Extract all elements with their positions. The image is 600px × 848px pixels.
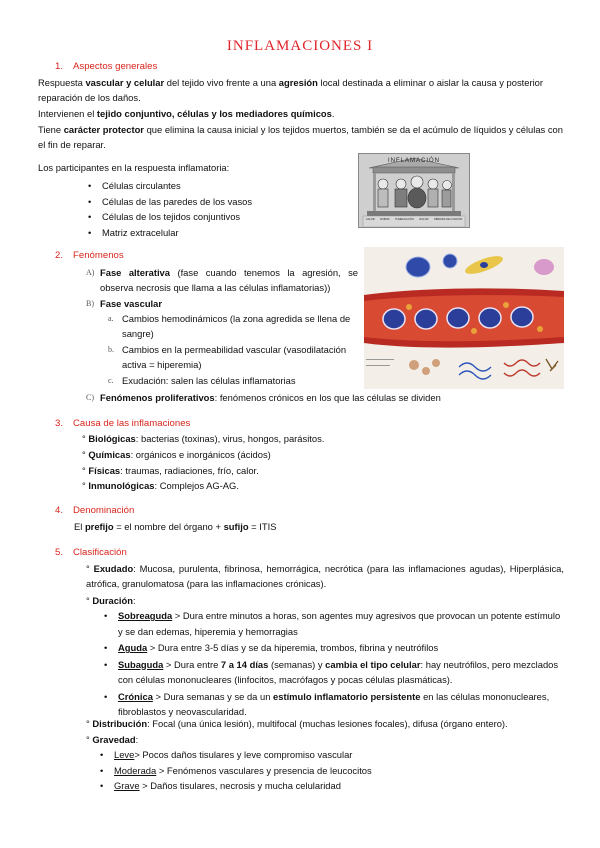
section-number: 5. (55, 547, 64, 558)
section-heading-5 (55, 547, 127, 558)
fenomenos-proliferativos: Fenómenos proliferativos: fenómenos crónicos en los que las células se dividen (100, 392, 441, 403)
paragraph-protector: Tiene carácter protector que elimina la causa inicial y los tejidos muertos, también se da el acúmulo de líquidos y células con el fin de reparar. (38, 124, 563, 150)
list-item: • Moderada > Fenómenos vasculares y presencia de leucocitos (100, 763, 560, 779)
section-number: 1. (55, 61, 64, 72)
fase-alterativa: Fase alterativa (fase cuando tenemos la agresión, se observa necrosis que llama a las células inflamatorias)) (100, 267, 358, 293)
item-marker: c. (108, 376, 114, 385)
participants-intro: Los participantes en la respuesta inflamatoria: (38, 162, 230, 173)
duracion-list (104, 608, 564, 720)
paragraph-definition: Respuesta vascular y celular del tejido vivo frente a una agresión local destinada a eliminar o aislar la causa y posterior reparación de los daños. (38, 77, 543, 103)
list-item: • Crónica > Dura semanas y se da un estímulo inflamatorio persistente en las células mononucleares, fibroblastos y neovascularidad. (104, 689, 564, 720)
paragraph-intervienen: Intervienen el tejido conjuntivo, células y los mediadores químicos. (38, 108, 335, 119)
list-item: • Leve> Pocos daños tisulares y leve compromiso vascular (100, 747, 560, 763)
item-marker: B) (86, 299, 94, 308)
cartoon-caption: INFLAMACIÓN (387, 158, 440, 164)
list-item: • Aguda > Dura entre 3-5 días y se da hiperemia, trombos, fibrina y neutrófilos (104, 640, 564, 656)
clasificacion-gravedad: ° Gravedad: (86, 734, 139, 745)
section-heading-1 (55, 61, 157, 72)
item-marker: a. (108, 314, 114, 323)
causa-quimicas: ° Químicas: orgánicos e inorgánicos (ácidos) (82, 449, 271, 460)
section-title: Aspectos generales (73, 61, 158, 72)
section-number: 2. (55, 250, 64, 261)
list-item: • Células circulantes (88, 178, 348, 194)
cambios-hemodinamicos: Cambios hemodinámicos (la zona agredida se llena de sangre) (122, 313, 351, 339)
gravedad-list (100, 747, 560, 794)
cartoon-labels (363, 218, 465, 221)
participants-list (88, 178, 348, 240)
clasificacion-exudado: ° Exudado: Mucosa, purulenta, fibrinosa, hemorrágica, necrótica (para las inflamaciones agudas), Hiperplásica, atrófica, granulomatosa (para las inflamaciones crónicas). (86, 563, 564, 589)
list-item: • Subaguda > Dura entre 7 a 14 días (semanas) y cambia el tipo celular: hay neutrófilos, pero mezclados con células mononucleares (linfocitos, macrófagos y pocas células plasmáticas). (104, 657, 564, 688)
fase-vascular: Fase vascular (100, 298, 163, 309)
causa-fisicas: ° Físicas: traumas, radiaciones, frío, calor. (82, 465, 259, 476)
list-item: • Células de las paredes de los vasos (88, 194, 348, 210)
cartoon-label: DOLOR (419, 218, 429, 221)
item-marker: A) (86, 268, 95, 277)
cartoon-label: PÉRDIDA DE FUNCIÓN (433, 218, 463, 221)
causa-inmunologicas: ° Inmunológicas: Complejos AG-AG. (82, 480, 239, 491)
section-heading-2 (55, 250, 124, 261)
section-heading-3 (55, 418, 190, 429)
item-marker: b. (108, 345, 114, 354)
blood-vessel-diagram (364, 247, 564, 389)
section-title: Denominación (73, 505, 135, 516)
item-marker: C) (86, 393, 94, 402)
section-title: Clasificación (73, 547, 127, 558)
clasificacion-duracion: ° Duración: (86, 595, 136, 606)
cartoon-label: RUBOR (380, 218, 390, 221)
section-heading-4 (55, 505, 134, 516)
list-item: • Sobreaguda > Dura entre minutos a horas, son agentes muy agresivos que provocan un potente estímulo y se dan edemas, hiperemia y hemorragias (104, 608, 564, 639)
section-title: Causa de las inflamaciones (73, 418, 191, 429)
section-number: 4. (55, 505, 64, 516)
exudacion: Exudación: salen las células inflamatorias (122, 375, 296, 386)
clasificacion-distribucion: ° Distribución: Focal (una única lesión), multifocal (muchas lesiones focales), difusa (órgano entero). (86, 718, 508, 729)
denominacion-text: El prefijo = el nombre del órgano + sufijo = ITIS (74, 521, 277, 532)
section-title: Fenómenos (73, 250, 124, 261)
vessel-illustration (364, 247, 564, 389)
inflammation-cartoon-image (358, 153, 470, 228)
page-title: INFLAMACIONES I (226, 38, 374, 54)
list-item: • Matriz extracelular (88, 225, 348, 241)
list-item: • Células de los tejidos conjuntivos (88, 209, 348, 225)
cartoon-label: TUMEFACCIÓN (394, 218, 414, 221)
cartoon-illustration (359, 154, 469, 227)
cambios-permeabilidad: Cambios en la permeabilidad vascular (vasodilatación activa = hiperemia) (122, 344, 347, 370)
cartoon-label: CALOR (365, 218, 375, 221)
causa-biologicas: ° Biológicas: bacterias (toxinas), virus, hongos, parásitos. (82, 433, 325, 444)
section-number: 3. (55, 418, 64, 429)
list-item: • Grave > Daños tisulares, necrosis y mucha celularidad (100, 778, 560, 794)
